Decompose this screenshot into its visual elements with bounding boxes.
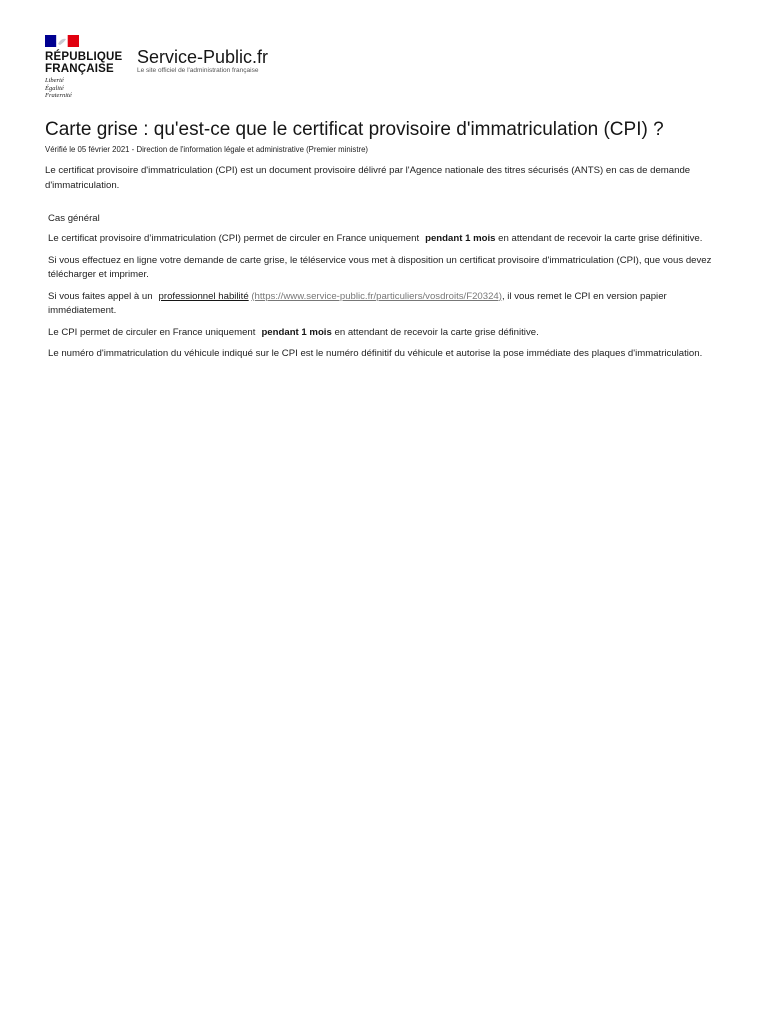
site-subtitle: Le site officiel de l'administration française bbox=[137, 67, 259, 74]
site-name-tld: .fr bbox=[252, 47, 269, 67]
professionnel-habilite-link[interactable]: professionnel habilité bbox=[158, 290, 249, 302]
p1-bold: pendant 1 mois bbox=[425, 233, 496, 244]
paragraph-2: Si vous effectuez en ligne votre demande de carte grise, le téléservice vous met à disposition un certificat provisoire d'immatriculation (CPI), que vous devez télécharger et imprimer. bbox=[48, 254, 712, 280]
republique-francaise-logo[interactable] bbox=[44, 34, 134, 104]
case-title: Cas général bbox=[48, 213, 100, 224]
p1-text-before: Le certificat provisoire d’immatriculation (CPI) permet de circuler en France uniquement bbox=[48, 233, 420, 244]
verified-date: Vérifié le 05 février 2021 - Direction de l'information légale et administrative (Premier ministre) bbox=[45, 145, 369, 154]
site-name bbox=[137, 47, 268, 67]
p4-bold: pendant 1 mois bbox=[261, 326, 332, 338]
republique-line: RÉPUBLIQUE bbox=[45, 51, 123, 63]
paragraph-4 bbox=[48, 326, 725, 341]
motto bbox=[45, 77, 72, 100]
paragraph-3 bbox=[48, 290, 725, 319]
p4-text-after: en attendant de recevoir la carte grise définitive. bbox=[334, 326, 539, 338]
p3-text-before: Si vous faites appel à un bbox=[48, 290, 153, 302]
site-name-main: Service-Public bbox=[137, 47, 253, 67]
article bbox=[45, 120, 725, 362]
motto-liberte: Liberté bbox=[45, 77, 64, 84]
p4-text-before: Le CPI permet de circuler en France uniquement bbox=[48, 326, 256, 338]
professionnel-habilite-url[interactable]: (https://www.service-public.fr/particuliers/vosdroits/F20324) bbox=[251, 290, 502, 302]
p1-text-after: en attendant de recevoir la carte grise définitive. bbox=[498, 233, 703, 244]
page-title: Carte grise : qu'est-ce que le certificat provisoire d'immatriculation (CPI) ? bbox=[45, 119, 664, 140]
paragraph-5: Le numéro d'immatriculation du véhicule indiqué sur le CPI est le numéro définitif du véhicule et autorise la pose immédiate des plaques d'immatriculation. bbox=[48, 348, 703, 359]
p3-text-after: , il vous remet le CPI en version papier immédiatement. bbox=[48, 290, 667, 316]
intro-paragraph: Le certificat provisoire d'immatriculation (CPI) est un document provisoire délivré par l'Agence nationale des titres sécurisés (ANTS) en cas de demande d'immatriculation. bbox=[45, 165, 691, 191]
case-section bbox=[45, 212, 725, 362]
marianne-flag-icon bbox=[45, 35, 79, 47]
motto-egalite: Égalité bbox=[45, 84, 64, 92]
service-public-logo[interactable] bbox=[137, 47, 268, 75]
motto-fraternite: Fraternité bbox=[45, 92, 72, 99]
paragraph-1 bbox=[48, 232, 725, 247]
site-header bbox=[44, 34, 284, 104]
francaise-line: FRANÇAISE bbox=[45, 63, 114, 75]
